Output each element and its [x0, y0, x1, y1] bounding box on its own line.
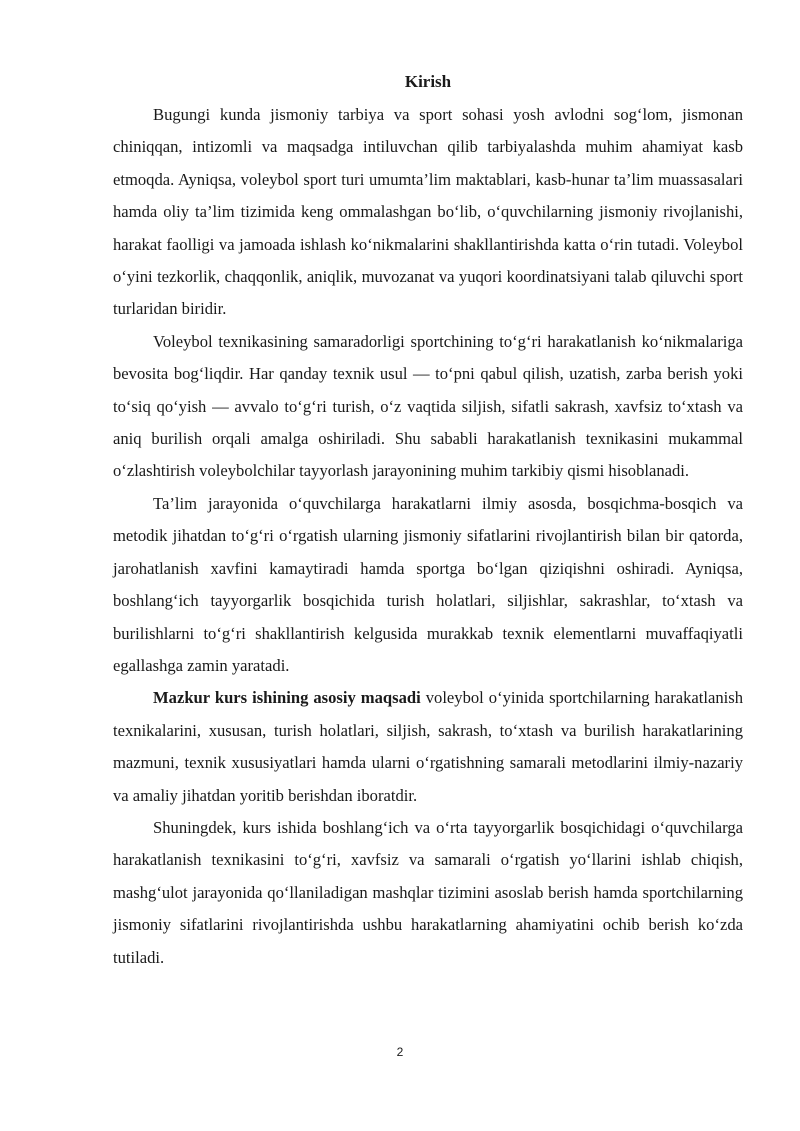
- paragraph-4-text: voleybol o‘yinida sportchilarning harakatlanish texnikalarini, xususan, turish holatlari, siljish, sakrash, to‘xtash va burilish harakatlarining mazmuni, texnik xususiyatlari hamda ularni o‘rgatishning samarali metodlarini ilmiy-nazariy va amaliy jihatdan yoritib berishdan iboratdir.: [113, 688, 743, 805]
- paragraph-3: [113, 488, 743, 682]
- section-title: Kirish: [404, 72, 452, 91]
- paragraph-3-text: Ta’lim jarayonida o‘quvchilarga harakatlarni ilmiy asosda, bosqichma-bosqich va metodik jihatdan to‘g‘ri o‘rgatish ularning jismoniy sifatlarini rivojlantirish bilan bir qatorda, jarohatlanish xavfini kamaytiradi hamda sportga bo‘lgan qiziqishni oshiradi. Ayniqsa, boshlang‘ich tayyorgarlik bosqichida turish holatlari, siljishlar, sakrashlar, to‘xtash va burilishlarni to‘g‘ri shakllantirish kelgusida murakkab texnik elementlarni muvaffaqiyatli egallashga zamin yaratadi.: [113, 493, 743, 675]
- document-page: [113, 72, 743, 974]
- page-number: 2: [396, 1045, 404, 1059]
- paragraph-2-text: Voleybol texnikasining samaradorligi sportchining to‘g‘ri harakatlanish ko‘nikmalariga bevosita bog‘liqdir. Har qanday texnik usul — to‘pni qabul qilish, uzatish, zarba berish yoki to‘siq qo‘yish — avvalo to‘g‘ri turish, o‘z vaqtida siljish, sifatli sakrash, xavfsiz to‘xtash va aniq burilish orqali amalga oshiriladi. Shu sababli harakatlanish texnikasini mukammal o‘zlashtirish voleybolchilar tayyorlash jarayonining muhim tarkibiy qismi hisoblanadi.: [113, 331, 743, 481]
- paragraph-2: [113, 326, 743, 488]
- paragraph-1-text: Bugungi kunda jismoniy tarbiya va sport sohasi yosh avlodni sog‘lom, jismonan chiniqqan, intizomli va maqsadga intiluvchan qilib tarbiyalashda muhim ahamiyat kasb etmoqda. Ayniqsa, voleybol sport turi umumta’lim maktablari, kasb-hunar ta’lim muassasalari hamda oliy ta’lim tizimida keng ommalashgan bo‘lib, o‘quvchilarning jismoniy rivojlanishi, harakat faolligi va jamoada ishlash ko‘nikmalarini shakllantirishda katta o‘rin tutadi. Voleybol o‘yini tezkorlik, chaqqonlik, aniqlik, muvozanat va yuqori koordinatsiyani talab qiluvchi sport turlaridan biridir.: [113, 105, 743, 319]
- paragraph-1: [113, 99, 743, 326]
- paragraph-4: [113, 682, 743, 812]
- paragraph-5: [113, 812, 743, 974]
- paragraph-5-text: Shuningdek, kurs ishida boshlang‘ich va o‘rta tayyorgarlik bosqichidagi o‘quvchilarga harakatlanish texnikasini to‘g‘ri, xavfsiz va samarali o‘rgatish yo‘llarini ishlab chiqish, mashg‘ulot jarayonida qo‘llaniladigan mashqlar tizimini asoslab berish hamda sportchilarning jismoniy sifatlarini rivojlantirishda ushbu harakatlarning ahamiyatini ochib berish ko‘zda tutiladi.: [113, 817, 743, 967]
- paragraph-4-bold-lead: Mazkur kurs ishining asosiy maqsadi: [153, 688, 421, 708]
